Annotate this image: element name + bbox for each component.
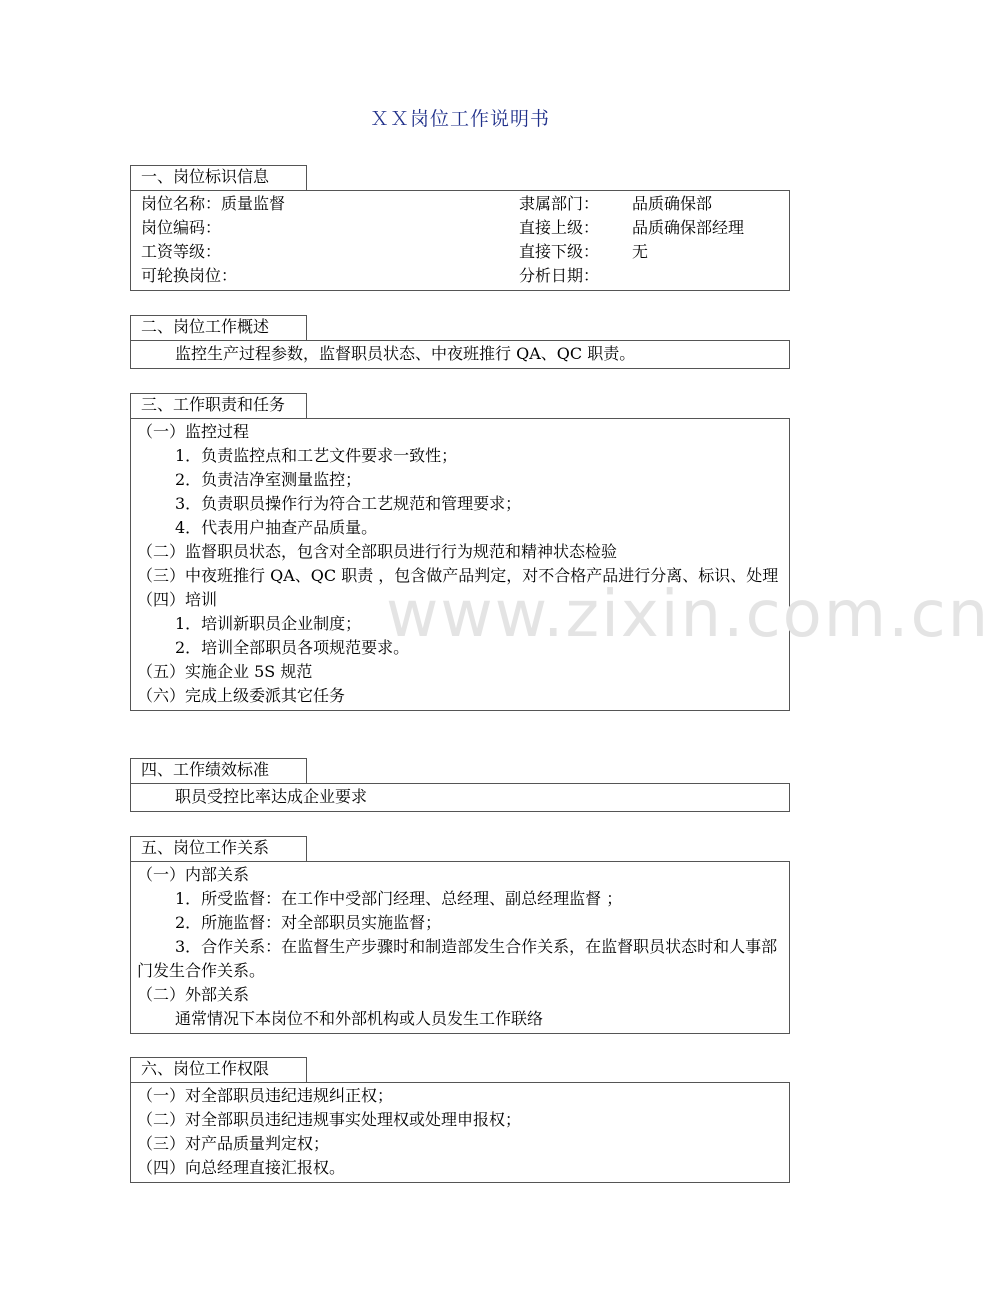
info-row: [131, 192, 789, 216]
page-title: ＸＸ岗位工作说明书: [369, 108, 550, 130]
list-item: （二）外部关系: [137, 985, 250, 1004]
section-authority: [130, 1057, 790, 1183]
section-heading: 六、岗位工作权限: [130, 1057, 307, 1082]
list-item: 2．培训全部职员各项规范要求。: [175, 638, 410, 657]
body-text: 监控生产过程参数，监督职员状态、中夜班推行 QA、QC 职责。: [175, 344, 636, 363]
section-relations: [130, 836, 790, 1034]
info-right-value: 无: [632, 242, 649, 261]
info-right-label: 直接下级：: [519, 242, 600, 261]
list-item: 1．所受监督：在工作中受部门经理、总经理、副总经理监督 ；: [175, 889, 623, 908]
list-item: （二）对全部职员违纪违规事实处理权或处理申报权；: [137, 1110, 522, 1129]
section-heading: 二、岗位工作概述: [130, 315, 307, 340]
info-right-label: 分析日期：: [519, 266, 600, 285]
list-item: （二）监督职员状态，包含对全部职员进行行为规范和精神状态检验: [137, 542, 618, 561]
section-duties: [130, 393, 790, 711]
list-item: （三）对产品质量判定权；: [137, 1134, 330, 1153]
list-item: （五）实施企业 5S 规范: [137, 662, 313, 681]
list-item: 1．负责监控点和工艺文件要求一致性；: [175, 446, 458, 465]
list-item: 2．所施监督：对全部职员实施监督；: [175, 913, 442, 932]
list-item: 2．负责洁净室测量监控；: [175, 470, 362, 489]
body-text: 职员受控比率达成企业要求: [175, 787, 368, 806]
list-item: 通常情况下本岗位不和外部机构或人员发生工作联络: [175, 1009, 544, 1028]
info-left: 工资等级：: [141, 242, 222, 261]
list-item: （四）培训: [137, 590, 218, 609]
section-body: [130, 783, 790, 812]
section-heading: 一、岗位标识信息: [130, 165, 307, 190]
info-right-value: 品质确保部经理: [632, 218, 745, 237]
section-heading: 四、工作绩效标准: [130, 758, 307, 783]
list-item: 1．培训新职员企业制度；: [175, 614, 362, 633]
section-heading: 三、工作职责和任务: [130, 393, 307, 418]
section-position-identity: [130, 165, 790, 291]
info-row: [131, 264, 789, 288]
section-body: [130, 1082, 790, 1183]
section-body: [130, 340, 790, 369]
section-heading: 五、岗位工作关系: [130, 836, 307, 861]
info-left: 可轮换岗位：: [141, 266, 238, 285]
info-left: 岗位名称：质量监督: [141, 194, 286, 213]
list-item: （六）完成上级委派其它任务: [137, 686, 346, 705]
list-item: （三）中夜班推行 QA、QC 职责 ，包含做产品判定，对不合格产品进行分离、标识、处理: [137, 566, 779, 585]
info-row: [131, 216, 789, 240]
info-right-label: 隶属部门：: [519, 194, 600, 213]
section-overview: [130, 315, 790, 369]
info-left: 岗位编码：: [141, 218, 222, 237]
info-right-value: 品质确保部: [632, 194, 713, 213]
section-performance: [130, 758, 790, 812]
section-body: [130, 861, 790, 1034]
list-item: （一）监控过程: [137, 422, 250, 441]
list-item: 3．负责职员操作行为符合工艺规范和管理要求；: [175, 494, 522, 513]
list-item: （一）对全部职员违纪违规纠正权；: [137, 1086, 394, 1105]
list-item: 4．代表用户抽查产品质量。: [175, 518, 378, 537]
list-item: （四）向总经理直接汇报权。: [137, 1158, 346, 1177]
watermark: www.zixin.com.cn: [386, 578, 990, 652]
info-row: [131, 240, 789, 264]
list-item: （一）内部关系: [137, 865, 250, 884]
list-item: 3．合作关系：在监督生产步骤时和制造部发生合作关系，在监督职员状态时和人事部门发生合作关系。: [137, 937, 778, 980]
info-right-label: 直接上级：: [519, 218, 600, 237]
section-body: [130, 190, 790, 291]
section-body: [130, 418, 790, 711]
